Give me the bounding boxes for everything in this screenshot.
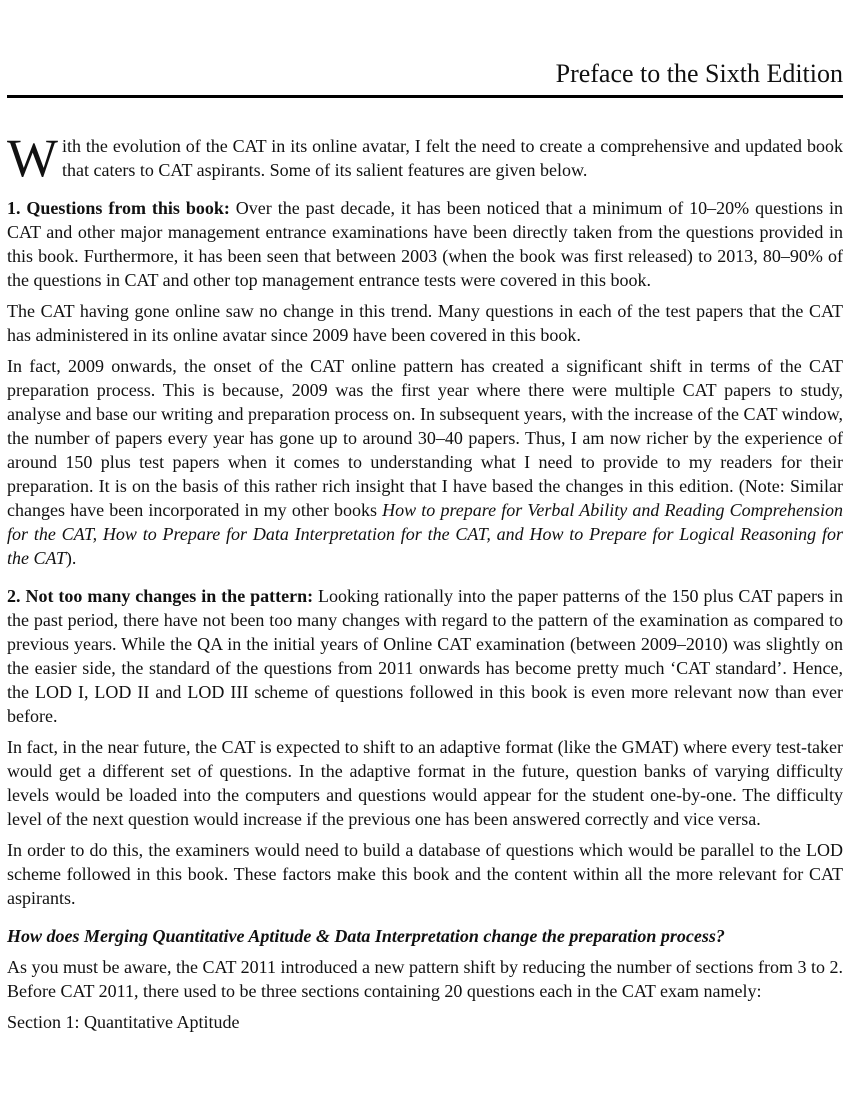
section3-paragraph1: As you must be aware, the CAT 2011 introduced a new pattern shift by reducing the number of sections from 3 to 2. Before CAT 2011, there used to be three sections containing 20 questions each in the CAT exam namely: [7,957,843,1001]
section1-heading: 1. Questions from this book: [7,198,230,218]
book-titles: How to prepare for Verbal Ability and Reading Comprehension for the CAT, How to Prepare for Data Interpretation for the CAT, and How to Prepare for Logical Reasoning for the CAT [7,500,843,568]
drop-cap: W [7,128,58,188]
section2-paragraph3: In order to do this, the examiners would need to build a database of questions which would be parallel to the LOD scheme followed in this book. These factors make this book and the content within all the more relevant for CAT aspirants. [7,840,843,908]
page-title: Preface to the Sixth Edition [555,59,843,88]
section1-paragraph1: 1. Questions from this book: Over the past decade, it has been noticed that a minimum of 10–20% questions in CAT and other major management entrance examinations have been directly taken from the questions provided in this book. Furthermore, it has been seen that between 2003 (when the book was first released) to 2013, 80–90% of the questions in CAT and other top management entrance tests were covered in this book. [7,198,843,290]
section2-paragraph1: 2. Not too many changes in the pattern: Looking rationally into the paper patterns of the 150 plus CAT papers in the past period, there have not been too many changes with regard to the pattern of the examination as compared to previous years. While the QA in the initial years of Online CAT examination (between 2009–2010) was slightly on the easier side, the standard of the questions from 2011 onwards has become pretty much ‘CAT standard’. Hence, the LOD I, LOD II and LOD III scheme of questions followed in this book is even more relevant now than ever before. [7,586,843,726]
title-rule [7,95,843,98]
section3-heading: How does Merging Quantitative Aptitude & Data Interpretation change the preparation process? [7,926,725,946]
intro-text: ith the evolution of the CAT in its online avatar, I felt the need to create a comprehensive and updated book that caters to CAT aspirants. Some of its salient features are given below. [61,136,843,180]
section1-paragraph2: The CAT having gone online saw no change in this trend. Many questions in each of the test papers that the CAT has administered in its online avatar since 2009 have been covered in this book. [7,301,843,345]
section1-paragraph3: In fact, 2009 onwards, the onset of the CAT online pattern has created a significant shift in terms of the CAT preparation process. This is because, 2009 was the first year where there were multiple CAT papers to study, analyse and base our writing and preparation process on. In subsequent years, with the increase of the CAT window, the number of papers every year has gone up to around 30–40 papers. Thus, I am now richer by the experience of around 150 plus test papers when it comes to understanding what I need to provide to my readers for their preparation. It is on the basis of this rather rich insight that I have based the changes in this edition. (Note: Similar changes have been incorporated in my other books How to prepare for Verbal Ability and Reading Comprehension for the CAT, How to Prepare for Data Interpretation for the CAT, and How to Prepare for Logical Reasoning for the CAT). [7,356,843,568]
section2-paragraph2: In fact, in the near future, the CAT is expected to shift to an adaptive format (like the GMAT) where every test-taker would get a different set of questions. In the adaptive format in the future, question banks of varying difficulty levels would be loaded into the computers and questions would appear for the student one-by-one. The difficulty level of the next question would increase if the previous one has been answered correctly and vice versa. [7,737,843,829]
section2-heading: 2. Not too many changes in the pattern: [7,586,314,606]
section3-paragraph2: Section 1: Quantitative Aptitude [7,1012,240,1032]
preface-body [7,128,843,1041]
intro-paragraph [7,128,843,188]
